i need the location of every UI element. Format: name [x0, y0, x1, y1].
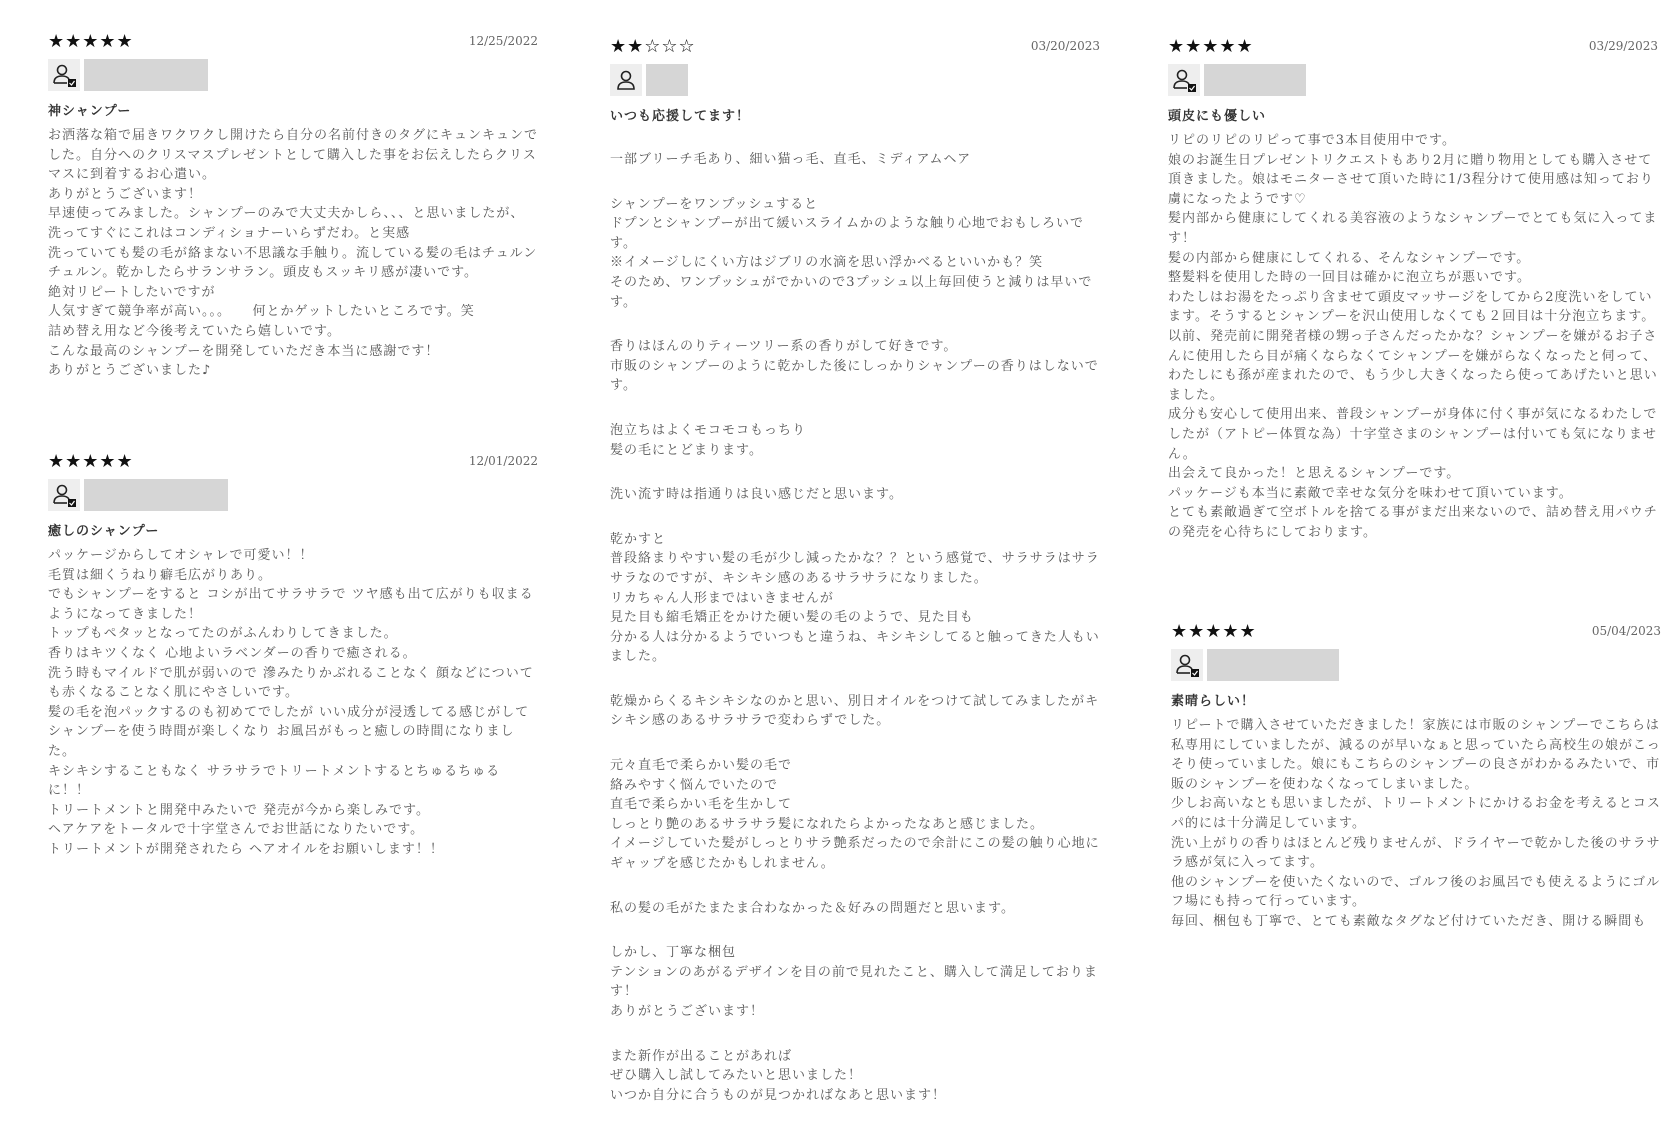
review-paragraph: 他のシャンプーを使いたくないので、ゴルフ後のお風呂でも使えるようにゴルフ場にも持って行っています。	[1171, 874, 1661, 910]
review-body	[1171, 716, 1661, 932]
review-paragraph: 洗う時もマイルドで肌が弱いので 滲みたりかぶれることなく 顔などについても赤くなることなく肌にやさしいです。	[48, 665, 534, 701]
review-card	[1168, 37, 1658, 542]
review-paragraph: 髪の毛を泡パックするのも初めてでしたが いい成分が浸透してる感じがして シャンプーを使う時間が楽しくなり お風呂がもっと癒しの時間になりました。	[48, 704, 530, 759]
review-title: 素晴らしい！	[1171, 694, 1256, 709]
review-paragraph: しかし、丁寧な梱包 テンションのあがるデザインを目の前で見れたこと、購入して満足しております！ ありがとうございます！	[610, 945, 1098, 1019]
star-rating: ★★★★★	[1168, 36, 1254, 57]
review-title: 頭皮にも優しい	[1168, 109, 1267, 124]
review-body	[610, 131, 1100, 1124]
user-icon	[610, 64, 642, 96]
review-paragraph: 髪内部から健康にしてくれる美容液のようなシャンプーでとても気に入ってます！	[1168, 211, 1658, 246]
review-paragraph: また新作が出ることがあれば ぜひ購入し試してみたいと思いました！ いつか自分に合うものが見つかればなあと思います！	[610, 1048, 947, 1103]
review-paragraph: 泡立ちはよくモコモコもっちり 髪の毛にとどまります。	[610, 422, 807, 458]
star-rating: ★★★★★	[48, 31, 134, 52]
review-date: 03/20/2023	[1030, 39, 1100, 53]
review-body	[1168, 131, 1658, 542]
review-paragraph: わたしはお湯をたっぷり含ませて頭皮マッサージをしてから2度洗いをしています。そうするとシャンプーを沢山使用しなくても２回目は十分泡立ちます。	[1168, 289, 1656, 325]
review-paragraph: お洒落な箱で届きワクワクし開けたら自分の名前付きのタグにキュンキュンでした。自分へのクリスマスプレゼントとして購入した事をお伝えしたらクリスマスに到着するお心遣い。	[48, 128, 539, 183]
review-paragraph: ヘアケアをトータルで十字堂さんでお世話になりたいです。	[48, 822, 425, 838]
verified-user-icon	[1171, 649, 1203, 681]
review-paragraph: こんな最高のシャンプーを開発していただき本当に感謝です！	[48, 343, 440, 359]
review-card	[610, 37, 1100, 1124]
review-paragraph: 洗っていても髪の毛が絡まない不思議な手触り。流している髪の毛はチュルンチュルン。乾かしたらサランサラン。頭皮もスッキリ感が凄いです。	[48, 245, 538, 281]
verified-user-icon	[48, 59, 80, 91]
review-paragraph: 毎回、梱包も丁寧で、とても素敵なタグなど付けていただき、開ける瞬間も	[1171, 913, 1647, 929]
review-paragraph: ありがとうございます！	[48, 186, 203, 202]
review-paragraph: 洗い上がりの香りはほとんど残りませんが、ドライヤーで乾かした後のサラサラ感が気に入ってます。	[1171, 835, 1661, 871]
review-paragraph: 私の髪の毛がたまたま合わなかった＆好みの問題だと思います。	[610, 900, 1015, 916]
review-paragraph: パッケージも本当に素敵で幸せな気分を味わせて頂いています。	[1168, 485, 1573, 501]
review-paragraph: リピートで購入させていただきました！家族には市販のシャンプーでこちらは私専用にしていましたが、減るのが早いなぁと思っていたら高校生の娘がこっそり使っていました。娘にもこちらのシャンプーの良さがわかるみたいで、市販のシャンプーを使わなくなってしまいました。	[1171, 718, 1661, 792]
review-paragraph: 絶対リピートしたいですが	[48, 284, 216, 300]
review-paragraph: 少しお高いなとも思いましたが、トリートメントにかけるお金を考えるとコスパ的には十分満足しています。	[1171, 796, 1661, 831]
review-paragraph: 乾かすと 普段絡まりやすい髪の毛が少し減ったかな？？という感覚で、サラサラはサラサラなのですが、キシキシ感のあるサラサラになりました。 リカちゃん人形まではいきませんが 見た目も縮毛矯正をかけた硬い髪の毛のようで、見た目も 分かる人は分かるようでいつもと違うね、キシキシしてると触ってきた人もいました。	[610, 531, 1100, 665]
review-paragraph: 毛質は細くうねり癖毛広がりあり。	[48, 567, 273, 583]
review-card	[1171, 622, 1661, 932]
review-paragraph: 以前、発売前に開発者様の甥っ子さんだったかな？シャンプーを嫌がるお子さんに使用したら目が痛くならなくてシャンプーを嫌がらなくなったと伺って、わたしにも孫が産まれたので、もう少し大きくなったら使ってあげたいと思いました。	[1168, 328, 1658, 403]
review-body	[48, 126, 538, 381]
review-paragraph: リピのリピのリピって事で3本目使用中です。	[1168, 133, 1456, 148]
review-date: 03/29/2023	[1588, 39, 1658, 53]
review-paragraph: シャンプーをワンプッシュすると ドプンとシャンプーが出て緩いスライムかのような触り心地でおもしろいです。 ※イメージしにくい方はジブリの水滴を思い浮かべるといいかも？笑 そのため、ワンプッシュがでかいので3プッシュ以上毎回使うと減りは早いです。	[610, 196, 1093, 310]
review-paragraph: 整髪料を使用した時の一回目は確かに泡立ちが悪いです。	[1168, 270, 1531, 286]
verified-user-icon	[48, 479, 80, 511]
review-title: いつも応援してます！	[610, 109, 751, 124]
reviewer-name	[84, 479, 228, 511]
reviewer-name	[1207, 649, 1339, 681]
review-body	[48, 546, 538, 860]
review-date: 12/01/2022	[468, 454, 538, 468]
review-paragraph: 出会えて良かった！と思えるシャンプーです。	[1168, 466, 1461, 482]
review-paragraph: 香りはほんのりティーツリー系の香りがして好きです。 市販のシャンプーのように乾かした後にしっかりシャンプーの香りはしないです。	[610, 339, 1099, 394]
star-rating: ★★★★★	[48, 451, 134, 472]
review-title: 神シャンプー	[48, 104, 132, 119]
review-paragraph: 娘のお誕生日プレゼントリクエストもあり2月に贈り物用としても購入させて頂きました。娘はモニターさせて頂いた時に1/3程分けて使用感は知っており虜になったようです♡	[1168, 152, 1654, 207]
review-paragraph: 早速使ってみました。シャンプーのみで大丈夫かしら、、、と思いましたが、洗ってすぐにこれはコンディショナーいらずだわ。と実感	[48, 206, 525, 241]
review-card	[48, 32, 538, 381]
review-paragraph: 一部ブリーチ毛あり、細い猫っ毛、直毛、ミディアムヘア	[610, 152, 972, 167]
reviewer-name	[646, 64, 688, 96]
review-date: 05/04/2023	[1591, 624, 1661, 638]
review-title: 癒しのシャンプー	[48, 524, 160, 539]
review-paragraph: でもシャンプーをすると コシが出てサラサラで ツヤ感も出て広がりも収まるようになってきました！	[48, 587, 534, 622]
review-paragraph: 元々直毛で柔らかい髪の毛で 絡みやすく悩んでいたので 直毛で柔らかい毛を生かして しっとり艶のあるサラサラ髪になれたらよかったなあと感じました。 イメージしていた髪がしっとりサラ艶系だったので余計にこの髪の触り心地にギャップを感じたかもしれません。	[610, 758, 1100, 872]
verified-user-icon	[1168, 64, 1200, 96]
review-paragraph: 詰め替え用など今後考えていたら嬉しいです。	[48, 323, 341, 339]
review-paragraph: キシキシすることもなく サラサラでトリートメントするとちゅるちゅるに！！	[48, 763, 501, 799]
review-paragraph: 乾燥からくるキシキシなのかと思い、別日オイルをつけて試してみましたがキシキシ感のあるサラサラで変わらずでした。	[610, 693, 1100, 729]
reviewer-name	[84, 59, 208, 91]
review-paragraph: 洗い流す時は指通りは良い感じだと思います。	[610, 487, 903, 503]
review-paragraph: パッケージからしてオシャレで可愛い！！	[48, 548, 314, 563]
review-paragraph: ありがとうございました♪	[48, 363, 212, 379]
review-paragraph: 香りはキツくなく 心地よいラベンダーの香りで癒される。	[48, 645, 417, 661]
star-rating: ★★☆☆☆	[610, 36, 696, 57]
review-paragraph: トリートメントと開発中みたいで 発売が今から楽しみです。	[48, 802, 430, 818]
review-paragraph: とても素敵過ぎて空ボトルを捨てる事がまだ出来ないので、詰め替え用パウチの発売を心待ちにしております。	[1168, 505, 1658, 540]
review-paragraph: トップもペタッとなってたのがふんわりしてきました。	[48, 626, 398, 642]
review-paragraph: 成分も安心して使用出来、普段シャンプーが身体に付く事が気になるわたしでしたが（アトピー体質な為）十字堂さまのシャンプーは付いても気になりません。	[1168, 407, 1658, 462]
review-paragraph: 髪の内部から健康にしてくれる、そんなシャンプーです。	[1168, 250, 1531, 266]
reviewer-name	[1204, 64, 1306, 96]
star-rating: ★★★★★	[1171, 621, 1257, 642]
review-date: 12/25/2022	[468, 34, 538, 48]
review-card	[48, 452, 538, 860]
review-paragraph: 人気すぎて競争率が高い。。。 何とかゲットしたいところです。笑	[48, 304, 475, 320]
review-paragraph: トリートメントが開発されたら ヘアオイルをお願いします！！	[48, 841, 444, 857]
